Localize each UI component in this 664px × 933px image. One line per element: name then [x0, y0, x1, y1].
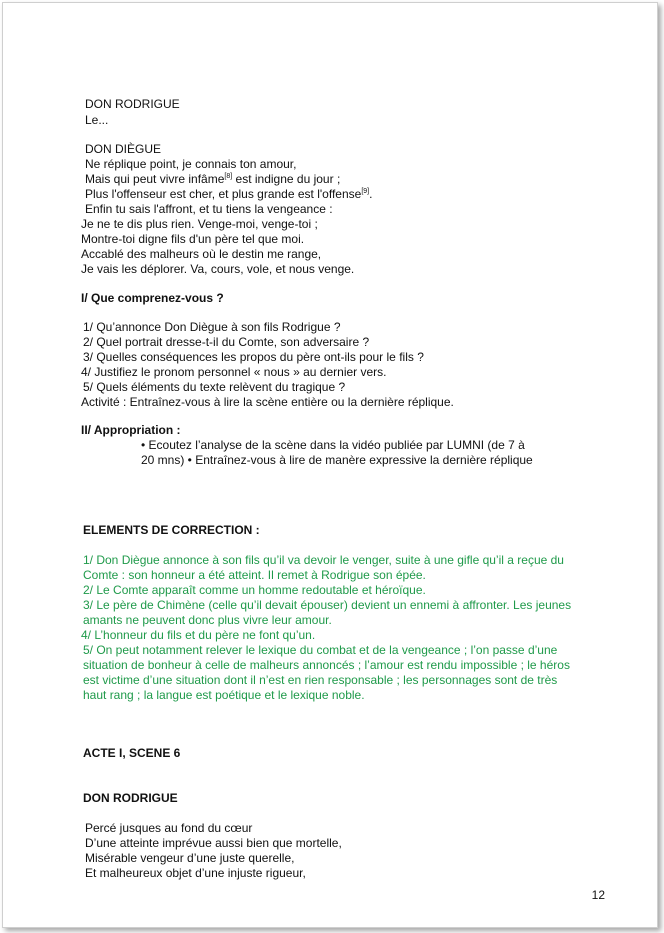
verse-line: Accablé des malheurs où le destin me range, — [81, 247, 322, 261]
correction-line: 3/ Le père de Chimène (celle qu’il devait épouser) devient un ennemi à affronter. Les jeunes — [83, 598, 572, 612]
correction-line: Comte : son honneur a été atteint. Il remet à Rodrigue son épée. — [83, 568, 426, 582]
correction-line: 1/ Don Diègue annonce à son fils qu’il va devoir le venger, suite à une gifle qu’il a reçue du — [83, 553, 564, 567]
verse-line: Montre-toi digne fils d'un père tel que moi. — [81, 232, 305, 246]
section-title: I/ Que comprenez-vous ? — [81, 291, 224, 305]
correction-title: ELEMENTS DE CORRECTION : — [83, 523, 260, 537]
verse-line: D’une atteinte imprévue aussi bien que mortelle, — [85, 836, 342, 850]
footnote-ref[interactable]: [8] — [224, 173, 233, 180]
verse-line: Misérable vengeur d’une juste querelle, — [85, 851, 295, 865]
correction-line: haut rang ; la langue est poétique et le lexique noble. — [83, 688, 365, 702]
verse-line: Ne réplique point, je connais ton amour, — [85, 157, 297, 171]
verse-line: Mais qui peut vivre infâme[8] est indigne du jour ; — [85, 172, 341, 186]
scene-title: ACTE I, SCENE 6 — [83, 746, 181, 760]
document-page — [2, 2, 658, 928]
speaker-don-rodrigue: DON RODRIGUE — [85, 97, 180, 111]
speaker-don-diegue: DON DIÈGUE — [85, 142, 162, 156]
appropriation-line: • Ecoutez l’analyse de la scène dans la vidéo publiée par LUMNI (de 7 à — [141, 438, 525, 452]
question: 1/ Qu’annonce Don Diègue à son fils Rodrigue ? — [83, 320, 341, 334]
section-title: II/ Appropriation : — [81, 423, 181, 437]
activity: Activité : Entraînez-vous à lire la scène entière ou la dernière réplique. — [81, 395, 454, 409]
verse-line: Je vais les déplorer. Va, cours, vole, et nous venge. — [81, 262, 355, 276]
verse-line: Et malheureux objet d’une injuste rigueur, — [85, 866, 306, 880]
question: 2/ Quel portrait dresse-t-il du Comte, son adversaire ? — [83, 335, 370, 349]
correction-line: 5/ On peut notamment relever le lexique du combat et de la vengeance ; l’on passe d’une — [83, 643, 558, 657]
question: 5/ Quels éléments du texte relèvent du tragique ? — [83, 380, 346, 394]
correction-line: situation de bonheur à celle de malheurs annoncés ; l’amour est rendu impossible ; le héros — [83, 658, 570, 672]
speaker-don-rodrigue: DON RODRIGUE — [83, 791, 178, 805]
question: 4/ Justifiez le pronom personnel « nous » au dernier vers. — [81, 365, 387, 379]
appropriation-line: 20 mns) • Entraînez-vous à lire de manère expressive la dernière réplique — [141, 453, 533, 467]
verse-line: Percé jusques au fond du cœur — [85, 821, 253, 835]
speaker-line: Le... — [85, 113, 109, 127]
correction-line: est victime d’une situation dont il n’est en rien responsable ; les personnages sont de très — [83, 673, 558, 687]
verse-line: Plus l'offenseur est cher, et plus grande est l'offense[9]. — [85, 187, 373, 201]
correction-line: amants ne peuvent donc plus vivre leur amour. — [83, 613, 332, 627]
footnote-ref[interactable]: [9] — [361, 188, 370, 195]
verse-line: Je ne te dis plus rien. Venge-moi, venge-toi ; — [81, 217, 318, 231]
correction-line: 2/ Le Comte apparaît comme un homme redoutable et héroïque. — [83, 583, 426, 597]
correction-line: 4/ L’honneur du fils et du père ne font qu’un. — [81, 628, 316, 642]
question: 3/ Quelles conséquences les propos du père ont-ils pour le fils ? — [83, 350, 424, 364]
page-number: 12 — [591, 888, 605, 902]
verse-line: Enfin tu sais l'affront, et tu tiens la vengeance : — [85, 202, 333, 216]
